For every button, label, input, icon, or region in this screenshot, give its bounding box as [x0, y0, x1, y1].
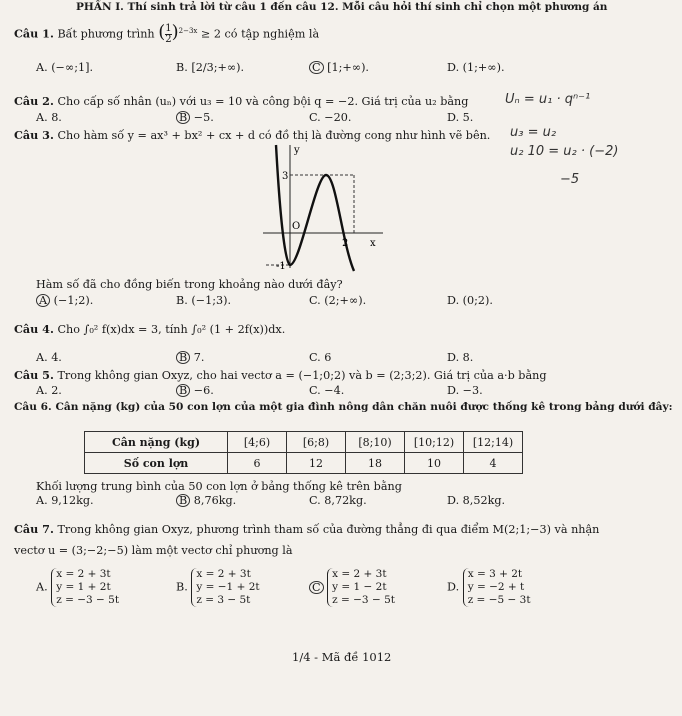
table-head-label: Cân nặng (kg) — [85, 432, 228, 453]
q4-circled-b: B — [176, 351, 190, 364]
q7-system-c — [327, 568, 395, 607]
q2-label: Câu 2. — [14, 94, 54, 108]
q4-text: Cho ∫₀² f(x)dx = 3, tính ∫₀² (1 + 2f(x))dx. — [57, 323, 286, 336]
q5-option-d[interactable]: D. −3. — [447, 384, 483, 397]
q7-a-y: y = 1 + 2t — [56, 581, 111, 593]
q2-option-b-text: −5. — [193, 111, 214, 124]
q2-option-a[interactable]: A. 8. — [36, 111, 62, 124]
q2-option-c[interactable]: C. −20. — [309, 111, 352, 124]
q6-stem — [14, 400, 673, 414]
q7-d-z: z = −5 − 3t — [467, 594, 531, 606]
q5-option-a[interactable]: A. 2. — [36, 384, 62, 397]
q7-circled-c: C — [309, 581, 324, 594]
q3-text: Cho hàm số y = ax³ + bx² + cx + d có đồ thị là đường cong như hình vẽ bên. — [57, 129, 491, 142]
q7-system-a — [51, 568, 119, 607]
q4-option-b-text: 7. — [193, 351, 205, 364]
q1-exponent: 2−3x — [178, 27, 198, 35]
q5-circled-b: B — [176, 384, 190, 397]
q7-text: Trong không gian Oxyz, phương trình tham số của đường thẳng đi qua điểm M(2;1;−3) và nhận — [57, 523, 600, 536]
table-count-row — [85, 453, 523, 474]
q7-system-d — [463, 568, 531, 607]
handwriting-1: Uₙ = u₁ · qⁿ⁻¹ — [505, 92, 591, 107]
q7-stem-2: vectơ u = (3;−2;−5) làm một vectơ chỉ phương là — [14, 544, 293, 557]
q4-label: Câu 4. — [14, 322, 54, 336]
q7-d-y: y = −2 + t — [467, 581, 525, 593]
section-header: PHẦN I. Thí sinh trả lời từ câu 1 đến câu 12. Mỗi câu hỏi thí sinh chỉ chọn một phương án — [76, 1, 608, 13]
count-3: 18 — [346, 453, 405, 474]
q1-text: Bất phương trình — [57, 27, 155, 41]
interval-3: [8;10) — [346, 432, 405, 453]
tick-3: 3 — [282, 171, 289, 182]
q7-c-y: y = 1 − 2t — [332, 581, 387, 593]
q4-option-b[interactable] — [176, 351, 204, 365]
q7-label: Câu 7. — [14, 522, 54, 536]
q6-option-d[interactable]: D. 8,52kg. — [447, 494, 506, 507]
cubic-graph — [258, 143, 388, 273]
q2-option-d[interactable]: D. 5. — [447, 111, 474, 124]
q6-label: Câu 6. — [14, 401, 52, 413]
q2-option-b[interactable] — [176, 111, 214, 125]
tick-2: 2 — [342, 238, 349, 249]
q1-option-a[interactable]: A. (−∞;1]. — [36, 61, 94, 74]
tick-minus-1: -1 — [276, 261, 286, 272]
q3-stem — [14, 128, 490, 143]
q6-option-c[interactable]: C. 8,72kg. — [309, 494, 367, 507]
q7-option-c[interactable] — [309, 568, 395, 607]
q3-question: Hàm số đã cho đồng biến trong khoảng nào dưới đây? — [36, 278, 343, 291]
q5-label: Câu 5. — [14, 368, 54, 382]
page-footer: 1/4 - Mã đề 1012 — [292, 650, 392, 664]
q7-a-x: x = 2 + 3t — [56, 568, 111, 580]
q4-stem — [14, 322, 285, 337]
q1-option-c[interactable] — [309, 61, 369, 75]
q7-c-z: z = −3 − 5t — [332, 594, 395, 606]
q2-text: Cho cấp số nhân (uₙ) với u₃ = 10 và công bội q = −2. Giá trị của u₂ bằng — [57, 95, 469, 108]
q7-option-a[interactable]: A. x = 2 + 3t y = 1 + 2t z = −3 − 5t — [36, 568, 120, 606]
count-5: 4 — [464, 453, 523, 474]
q7-b-z: z = 3 − 5t — [196, 594, 251, 606]
q1-stem: Câu 1. Bất phương trình ( $\frac{1}{2}$ )$^{2-3x}$ ≥ 2 có tập nghiệm là — [14, 21, 320, 46]
q4-option-a[interactable]: A. 4. — [36, 351, 62, 364]
q6-option-b[interactable] — [176, 494, 236, 508]
q1-circled-c: C — [309, 61, 324, 74]
handwriting-2: u₃ = u₂ — [510, 125, 557, 140]
interval-2: [6;8) — [287, 432, 346, 453]
q6-option-a[interactable]: A. 9,12kg. — [36, 494, 94, 507]
q4-option-c[interactable]: C. 6 — [309, 351, 332, 364]
q3-label: Câu 3. — [14, 128, 54, 142]
q3-option-a-text: (−1;2). — [53, 294, 94, 307]
q5-option-c[interactable]: C. −4. — [309, 384, 345, 397]
q3-option-a[interactable] — [36, 294, 93, 308]
q7-option-d[interactable]: D. x = 3 + 2t y = −2 + t z = −5 − 3t — [447, 568, 531, 606]
q5-stem — [14, 368, 547, 383]
q5-text: Trong không gian Oxyz, cho hai vectơ a = (−1;0;2) và b = (2;3;2). Giá trị của a·b bằng — [57, 369, 547, 382]
table-row-label: Số con lợn — [85, 453, 228, 474]
q4-option-d[interactable]: D. 8. — [447, 351, 474, 364]
handwriting-4: −5 — [560, 172, 580, 187]
q7-option-b[interactable]: B. x = 2 + 3t y = −1 + 2t z = 3 − 5t — [176, 568, 260, 606]
count-2: 12 — [287, 453, 346, 474]
q5-option-b[interactable] — [176, 384, 214, 398]
q5-option-b-text: −6. — [193, 384, 214, 397]
q3-circled-a: A — [36, 294, 50, 307]
q7-system-b — [191, 568, 259, 607]
q2-circled-b: B — [176, 111, 190, 124]
q3-option-c[interactable]: C. (2;+∞). — [309, 294, 367, 307]
cubic-curve — [276, 145, 354, 271]
q7-b-x: x = 2 + 3t — [196, 568, 251, 580]
q3-option-d[interactable]: D. (0;2). — [447, 294, 493, 307]
x-axis-label: x — [370, 238, 376, 249]
q7-d-x: x = 3 + 2t — [467, 568, 523, 580]
origin-label: O — [292, 221, 301, 232]
handwriting-3: u₂ 10 = u₂ · (−2) — [510, 144, 619, 159]
y-axis-label: y — [294, 145, 300, 156]
count-4: 10 — [405, 453, 464, 474]
q2-stem — [14, 94, 468, 109]
q7-c-x: x = 2 + 3t — [332, 568, 387, 580]
interval-5: [12;14) — [464, 432, 523, 453]
q1-label: Câu 1. — [14, 26, 54, 41]
interval-1: [4;6) — [228, 432, 287, 453]
count-1: 6 — [228, 453, 287, 474]
table-header-row — [85, 432, 523, 453]
q1-option-d[interactable]: D. (1;+∞). — [447, 61, 505, 74]
q7-b-y: y = −1 + 2t — [196, 581, 260, 593]
q1-rhs: ≥ 2 có tập nghiệm là — [200, 27, 320, 41]
q1-fraction: $\frac{1}{2}$ — [165, 23, 172, 46]
q1-option-b[interactable]: B. [2/3;+∞). — [176, 61, 245, 74]
q6-circled-b: B — [176, 494, 190, 507]
q6-text: Cân nặng (kg) của 50 con lợn của một gia đình nông dân chăn nuôi được thống kê trong bảng dưới đây: — [55, 401, 673, 413]
weight-table — [84, 431, 523, 474]
q6-question: Khối lượng trung bình của 50 con lợn ở bảng thống kê trên bằng — [36, 480, 402, 493]
interval-4: [10;12) — [405, 432, 464, 453]
q7-a-z: z = −3 − 5t — [56, 594, 120, 606]
q6-option-b-text: 8,76kg. — [193, 494, 237, 507]
q1-option-c-text: [1;+∞). — [327, 61, 369, 74]
q7-stem — [14, 522, 599, 537]
q3-option-b[interactable]: B. (−1;3). — [176, 294, 231, 307]
